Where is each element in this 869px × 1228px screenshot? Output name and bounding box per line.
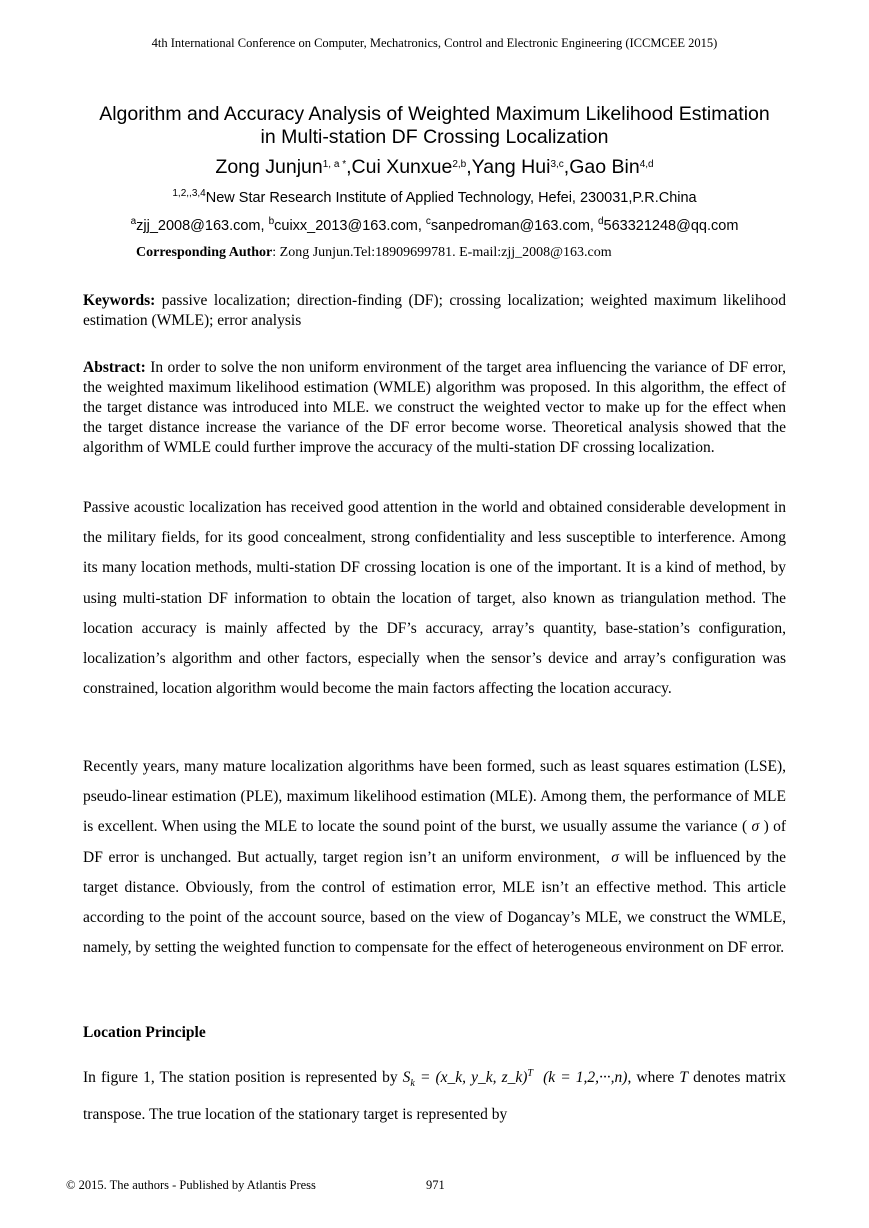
abstract-text: In order to solve the non uniform environment of the target area influencing the variance of DF error, the weighted maximum likelihood estimation (WMLE) algorithm was proposed. In this algorithm, the effect of the target distance was introduced into MLE. we construct the weighted vector to make up for the effect when the target distance increase the variance of the DF error become worse. Theoretical analysis showed that the algorithm of WMLE could further improve the accuracy of the multi-station DF crossing localization. xyxy=(83,359,786,456)
para3-part-b: , where xyxy=(627,1069,675,1086)
keywords-label: Keywords: xyxy=(83,292,156,309)
author-sup: 2,b xyxy=(452,159,467,170)
keywords-text: passive localization; direction-finding (DF); crossing localization; weighted maximum likelihood estimation (WMLE); error analysis xyxy=(83,292,786,329)
conference-header: 4th International Conference on Computer, Mechatronics, Control and Electronic Engineering (ICCMCEE 2015) xyxy=(151,36,718,50)
corresponding-label: Corresponding Author xyxy=(136,245,273,260)
copyright-footer: © 2015. The authors - Published by Atlantis Press xyxy=(66,1178,316,1192)
affiliation-sup: 1,2,,3,4 xyxy=(172,188,206,199)
body-paragraph-3 xyxy=(83,1062,786,1130)
page-number: 971 xyxy=(426,1178,445,1192)
author-name: Cui Xunxue xyxy=(351,156,453,178)
formula-s: S xyxy=(402,1069,411,1086)
station-formula: $S_k$ = (x_k, y_k, z_k)$^T$ (k = 1,2,···,n) xyxy=(402,1068,628,1090)
sigma-symbol: σ xyxy=(611,848,619,866)
author-emails: $^a$zjj_2008@163.com, $^b$cuixx_2013@163.com, $^c$sanpedroman@163.com, $^d$563321248@qq.com xyxy=(130,216,739,234)
email-link[interactable]: cuixx_2013@163.com xyxy=(274,218,418,234)
para2-part-a: Recently years, many mature localization algorithms have been formed, such as least squares estimation (LSE), pseudo-linear estimation (PLE), maximum likelihood estimation (MLE). Among them, the performance of MLE is excellent. When using the MLE to locate the sound point of the burst, we usually assume the variance ( xyxy=(83,758,786,836)
affiliation xyxy=(0,190,869,206)
formula-index: (k = 1,2,···,n) xyxy=(543,1069,628,1086)
formula-sub: k xyxy=(410,1078,415,1090)
author-name: Gao Bin xyxy=(569,156,640,178)
author-list: Zong Junjun$^{1, a *}$,Cui Xunxue$^{2,b}$,Yang Hui$^{3,c}$,Gao Bin$^{4,d}$ xyxy=(215,156,654,178)
title-line-1: Algorithm and Accuracy Analysis of Weighted Maximum Likelihood Estimation xyxy=(99,103,770,125)
email-link[interactable]: sanpedroman@163.com xyxy=(430,218,590,234)
title-line-2: in Multi-station DF Crossing Localization xyxy=(260,126,609,148)
abstract-label: Abstract: xyxy=(83,359,146,376)
body-paragraph-2 xyxy=(83,752,786,963)
author-sup: 1, a * xyxy=(322,159,347,170)
corresponding-text: : Zong Junjun.Tel:18909699781. E-mail:zjj_2008@163.com xyxy=(272,245,612,260)
formula-transpose: T xyxy=(527,1068,533,1079)
body-paragraph-1: Passive acoustic localization has received good attention in the world and obtained considerable development in the military fields, for its good concealment, strong confidentiality and less susceptible to interference. Among its many location methods, multi-station DF crossing location is one of the important. It is a kind of method, by using multi-station DF information to obtain the location of target, also known as triangulation method. The location accuracy is mainly affected by the DF’s accuracy, array’s quantity, base-station’s configuration, localization’s algorithm and other factors, especially when the sensor’s device and array’s configuration was constrained, location algorithm would become the main factors affecting the location accuracy. xyxy=(83,499,786,698)
paper-title xyxy=(60,103,809,149)
para2-part-c: will be influenced by the target distance. Obviously, from the control of estimation error, MLE isn’t an effective method. This article according to the point of the account source, based on the view of Dogancay’s MLE, we construct the WMLE, namely, by setting the weighted function to compensate for the effect of heterogeneous environment on DF error. xyxy=(83,848,786,957)
email-sup: a xyxy=(130,216,137,227)
email-sup: d xyxy=(597,216,604,227)
para3-part-c: denotes matrix transpose. The true location of the stationary target is represented by xyxy=(83,1069,786,1124)
affiliation-text: New Star Research Institute of Applied Technology, Hefei, 230031,P.R.China xyxy=(205,190,697,206)
author-name: Yang Hui xyxy=(471,156,551,178)
email-sup: c xyxy=(425,216,431,227)
para3-part-a: In figure 1, The station position is represented by xyxy=(83,1069,403,1086)
para2-part-b: ) of DF error is unchanged. But actually, target region isn’t an uniform environment, xyxy=(83,818,787,866)
email-link[interactable]: 563321248@qq.com xyxy=(603,218,739,234)
transpose-symbol: T xyxy=(679,1069,689,1086)
author-sup: 4,d xyxy=(639,159,654,170)
sigma-symbol: σ xyxy=(751,818,760,836)
abstract xyxy=(83,358,786,458)
author-name: Zong Junjun xyxy=(215,156,323,178)
corresponding-author xyxy=(136,245,612,261)
email-link[interactable]: zjj_2008@163.com xyxy=(136,218,261,234)
email-sup: b xyxy=(268,216,275,227)
keywords xyxy=(83,291,786,331)
author-sup: 3,c xyxy=(550,159,564,170)
formula-tuple: (x_k, y_k, z_k) xyxy=(435,1069,528,1086)
section-heading: Location Principle xyxy=(83,1024,206,1041)
